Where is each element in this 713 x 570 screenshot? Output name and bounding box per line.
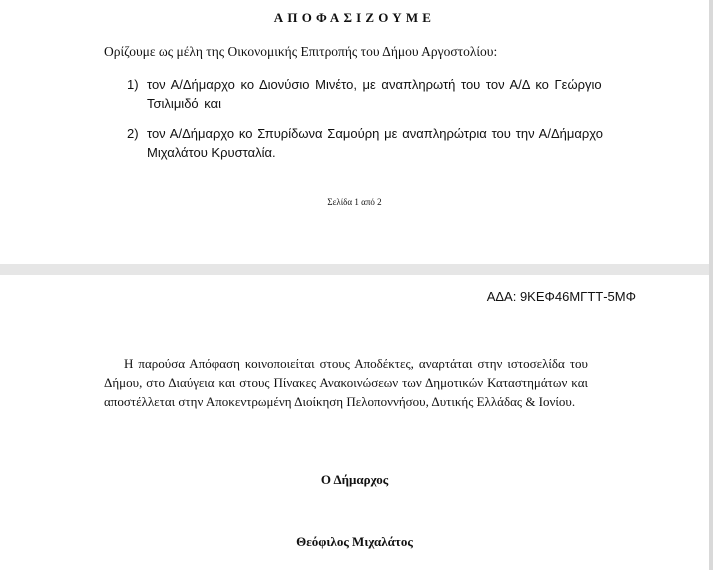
list-item-text: τον Α/Δήμαρχο κο Σπυρίδωνα Σαμούρη με αναπληρώτρια του την Α/Δήμαρχο Μιχαλάτου Κρυσταλία. — [147, 126, 603, 160]
document-page-2 — [0, 275, 709, 570]
notification-paragraph — [104, 354, 588, 411]
signer-role: Ο Δήμαρχος — [320, 472, 389, 487]
scrollbar-track[interactable] — [709, 0, 713, 570]
list-item-number: 2) — [127, 126, 139, 141]
list-item-text: τον Α/Δήμαρχο κο Διονύσιο Μινέτο, με αναπληρωτή του τον Α/Δ κο Γεώργιο Τσιλιμιδό και — [147, 77, 602, 111]
ada-code: ΑΔΑ: 9ΚΕΦ46ΜΓΤΤ-5ΜΦ — [486, 289, 636, 304]
intro-paragraph: Ορίζουμε ως μέλη της Οικονομικής Επιτροπής του Δήμου Αργοστολίου: — [104, 44, 498, 59]
list-item — [127, 75, 603, 113]
decision-heading: ΑΠΟΦΑΣΙΖΟΥΜΕ — [273, 10, 436, 25]
page-number: Σελίδα 1 από 2 — [327, 197, 382, 207]
notification-text: Η παρούσα Απόφαση κοινοποιείται στους Αποδέκτες, αναρτάται στην ιστοσελίδα του Δήμου, στο Διαύγεια και στους Πίνακες Ανακοινώσεων των Δημοτικών Καταστημάτων και αποστέλλεται στην Αποκεντρωμένη Διοίκηση Πελοποννήσου, Δυτικής Ελλάδας & Ιονίου. — [104, 356, 588, 409]
list-item — [127, 124, 603, 162]
document-page-1 — [0, 0, 709, 264]
list-item-number: 1) — [127, 77, 139, 92]
signer-name: Θεόφιλος Μιχαλάτος — [296, 534, 413, 549]
